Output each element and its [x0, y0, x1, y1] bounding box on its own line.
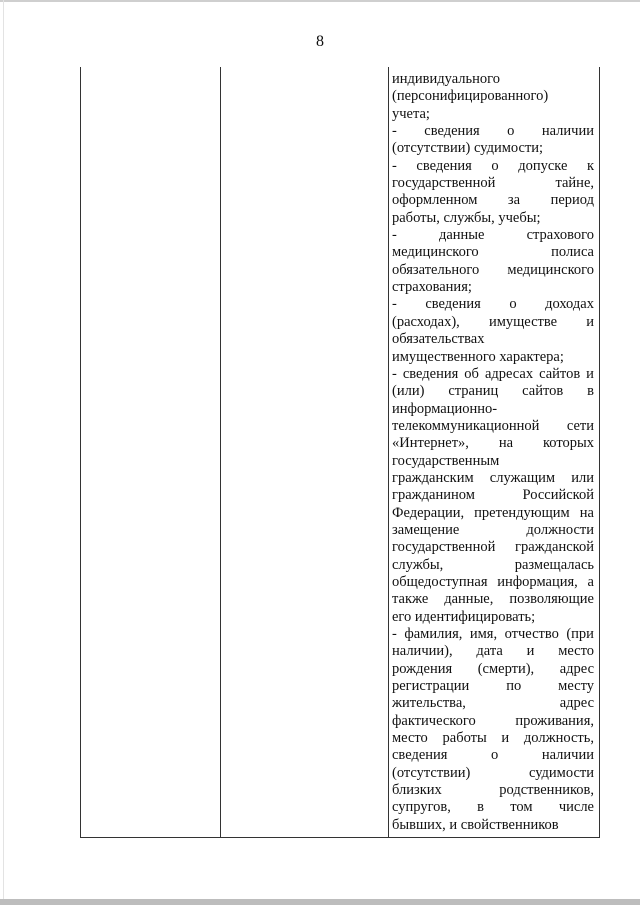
text-line: информационно- [392, 400, 498, 417]
page-number: 8 [316, 33, 324, 50]
text-line: (отсутствии) судимости; [392, 140, 544, 157]
text-line: его идентифицировать; [392, 608, 536, 625]
text-line: место работы и должность, [392, 730, 594, 747]
text-line: близких родственников, [392, 782, 594, 799]
text-line: бывших, и свойственников [392, 816, 559, 833]
text-line: государственной гражданской [392, 539, 594, 556]
text-line: телекоммуникационной сети [392, 417, 594, 434]
text-line: жительства, адрес [392, 695, 594, 712]
text-line: «Интернет», на которых [392, 435, 594, 452]
text-line: страхования; [392, 279, 472, 296]
text-line: - сведения о допуске к [392, 157, 594, 174]
column-divider-2 [388, 67, 389, 837]
table-cell-col3 [392, 71, 594, 834]
text-line: работы, службы, учебы; [392, 209, 541, 226]
text-line: рождения (смерти), адрес [392, 660, 594, 677]
text-line: имущественного характера; [392, 348, 564, 365]
text-line: - сведения о доходах [392, 296, 594, 313]
text-line: (или) страниц сайтов в [392, 383, 594, 400]
text-line: учета; [392, 105, 430, 122]
text-line: сведения о наличии [392, 747, 594, 764]
text-line: - сведения о наличии [392, 123, 594, 140]
scan-edge-top [0, 0, 640, 2]
text-line: - сведения об адресах сайтов и [392, 365, 594, 382]
text-line: супругов, в том числе [392, 799, 594, 816]
text-line: также данные, позволяющие [392, 591, 594, 608]
text-line: замещение должности [392, 521, 594, 538]
text-line: государственной тайне, [392, 175, 594, 192]
document-table [80, 67, 600, 838]
text-line: гражданином Российской [392, 487, 594, 504]
text-line: индивидуального [392, 71, 500, 87]
column-divider-1 [220, 67, 221, 837]
text-line: наличии), дата и место [392, 643, 594, 660]
text-line: службы, размещалась [392, 556, 594, 573]
scan-edge-left [3, 0, 4, 905]
text-line: (отсутствии) судимости [392, 764, 594, 781]
text-line: - фамилия, имя, отчество (при [392, 626, 594, 642]
text-line: обязательствах [392, 331, 485, 348]
text-line: медицинского полиса [392, 244, 594, 261]
text-line: гражданским служащим или [392, 469, 594, 486]
text-line: - данные страхового [392, 227, 594, 244]
text-line: государственным [392, 452, 500, 469]
text-line: фактического проживания, [392, 712, 594, 729]
text-line: (персонифицированного) [392, 88, 549, 105]
scan-edge-bottom [0, 899, 640, 905]
text-line: оформленном за период [392, 192, 594, 209]
text-line: Федерации, претендующим на [392, 504, 594, 521]
text-line: обязательного медицинского [392, 261, 594, 278]
text-line: регистрации по месту [392, 678, 594, 695]
text-line: общедоступная информация, а [392, 573, 594, 590]
text-line: (расходах), имуществе и [392, 313, 594, 330]
